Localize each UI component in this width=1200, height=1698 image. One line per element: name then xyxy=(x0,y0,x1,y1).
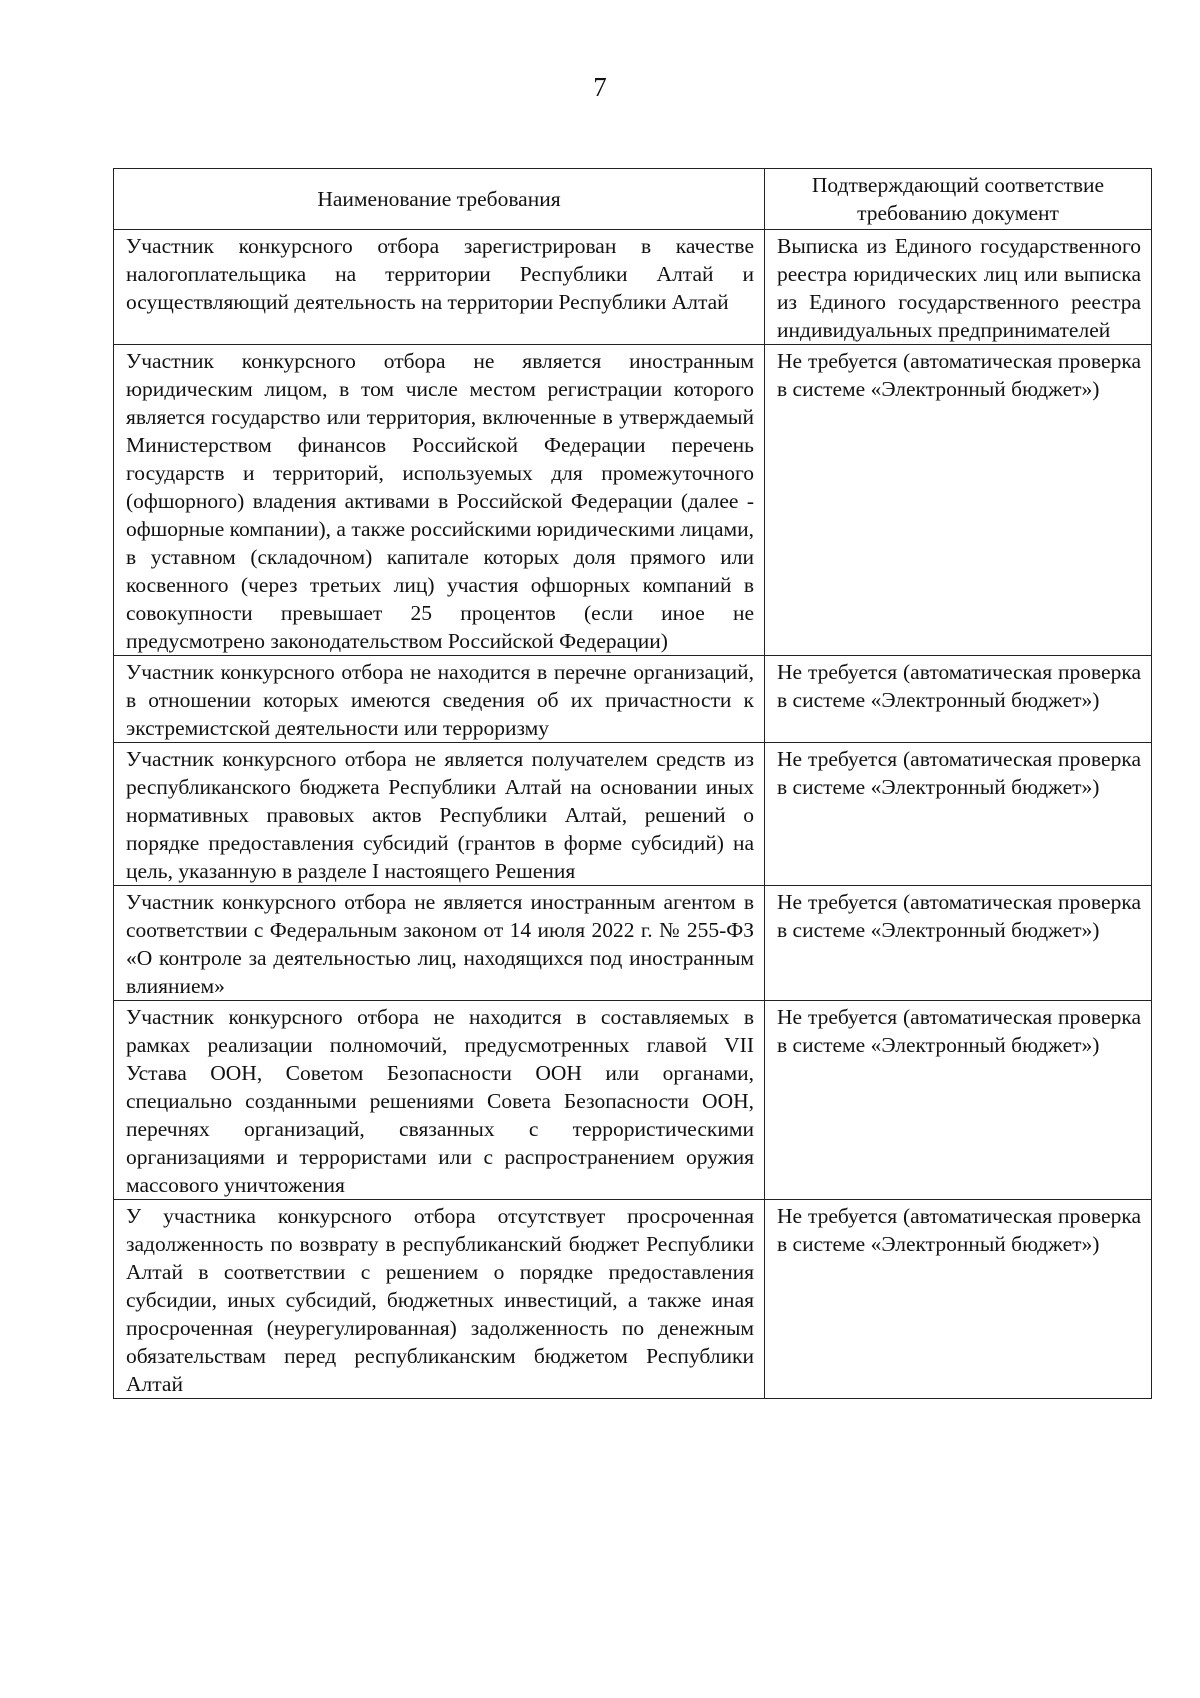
requirement-cell: У участника конкурсного отбора отсутствует просроченная задолженность по возврату в республиканский бюджет Республики Алтай в соответствии с решением о порядке предоставления субсидии, иных субсидий, бюджетных инвестиций, а также иная просроченная (неурегулированная) задолженность по денежным обязательствам перед республиканским бюджетом Республики Алтай xyxy=(114,1200,765,1399)
document-cell: Не требуется (автоматическая проверка в системе «Электронный бюджет») xyxy=(765,886,1152,1001)
table-row xyxy=(114,743,1152,886)
table-row xyxy=(114,345,1152,656)
requirement-cell: Участник конкурсного отбора зарегистрирован в качестве налогоплательщика на территории Республики Алтай и осуществляющий деятельность на территории Республики Алтай xyxy=(114,230,765,345)
document-cell: Не требуется (автоматическая проверка в системе «Электронный бюджет») xyxy=(765,656,1152,743)
requirement-cell: Участник конкурсного отбора не является получателем средств из республиканского бюджета Республики Алтай на основании иных нормативных правовых актов Республики Алтай, решений о порядке предоставления субсидий (грантов в форме субсидий) на цель, указанную в разделе I настоящего Решения xyxy=(114,743,765,886)
table-row xyxy=(114,886,1152,1001)
table-row xyxy=(114,1200,1152,1399)
requirements-table xyxy=(113,168,1152,1399)
requirement-cell: Участник конкурсного отбора не находится в перечне организаций, в отношении которых имеются сведения об их причастности к экстремистской деятельности или терроризму xyxy=(114,656,765,743)
header-requirement: Наименование требования xyxy=(114,169,765,230)
document-cell: Не требуется (автоматическая проверка в системе «Электронный бюджет») xyxy=(765,345,1152,656)
document-cell: Не требуется (автоматическая проверка в системе «Электронный бюджет») xyxy=(765,1200,1152,1399)
requirement-cell: Участник конкурсного отбора не является иностранным агентом в соответствии с Федеральным законом от 14 июля 2022 г. № 255-ФЗ «О контроле за деятельностью лиц, находящихся под иностранным влиянием» xyxy=(114,886,765,1001)
document-cell: Не требуется (автоматическая проверка в системе «Электронный бюджет») xyxy=(765,1001,1152,1200)
requirement-cell: Участник конкурсного отбора не является иностранным юридическим лицом, в том числе местом регистрации которого является государство или территория, включенные в утверждаемый Министерством финансов Российской Федерации перечень государств и территорий, используемых для промежуточного (офшорного) владения активами в Российской Федерации (далее - офшорные компании), а также российскими юридическими лицами, в уставном (складочном) капитале которых доля прямого или косвенного (через третьих лиц) участия офшорных компаний в совокупности превышает 25 процентов (если иное не предусмотрено законодательством Российской Федерации) xyxy=(114,345,765,656)
requirement-cell: Участник конкурсного отбора не находится в составляемых в рамках реализации полномочий, предусмотренных главой VII Устава ООН, Советом Безопасности ООН или органами, специально созданными решениями Совета Безопасности ООН, перечнях организаций, связанных с террористическими организациями и террористами или с распространением оружия массового уничтожения xyxy=(114,1001,765,1200)
table-row xyxy=(114,230,1152,345)
page-number: 7 xyxy=(593,72,607,102)
document-cell: Не требуется (автоматическая проверка в системе «Электронный бюджет») xyxy=(765,743,1152,886)
table-row xyxy=(114,1001,1152,1200)
table-row xyxy=(114,656,1152,743)
table-header-row xyxy=(114,169,1152,230)
document-cell: Выписка из Единого государственного реестра юридических лиц или выписка из Единого государственного реестра индивидуальных предпринимателей xyxy=(765,230,1152,345)
header-document: Подтверждающий соответствие требованию документ xyxy=(765,169,1152,230)
